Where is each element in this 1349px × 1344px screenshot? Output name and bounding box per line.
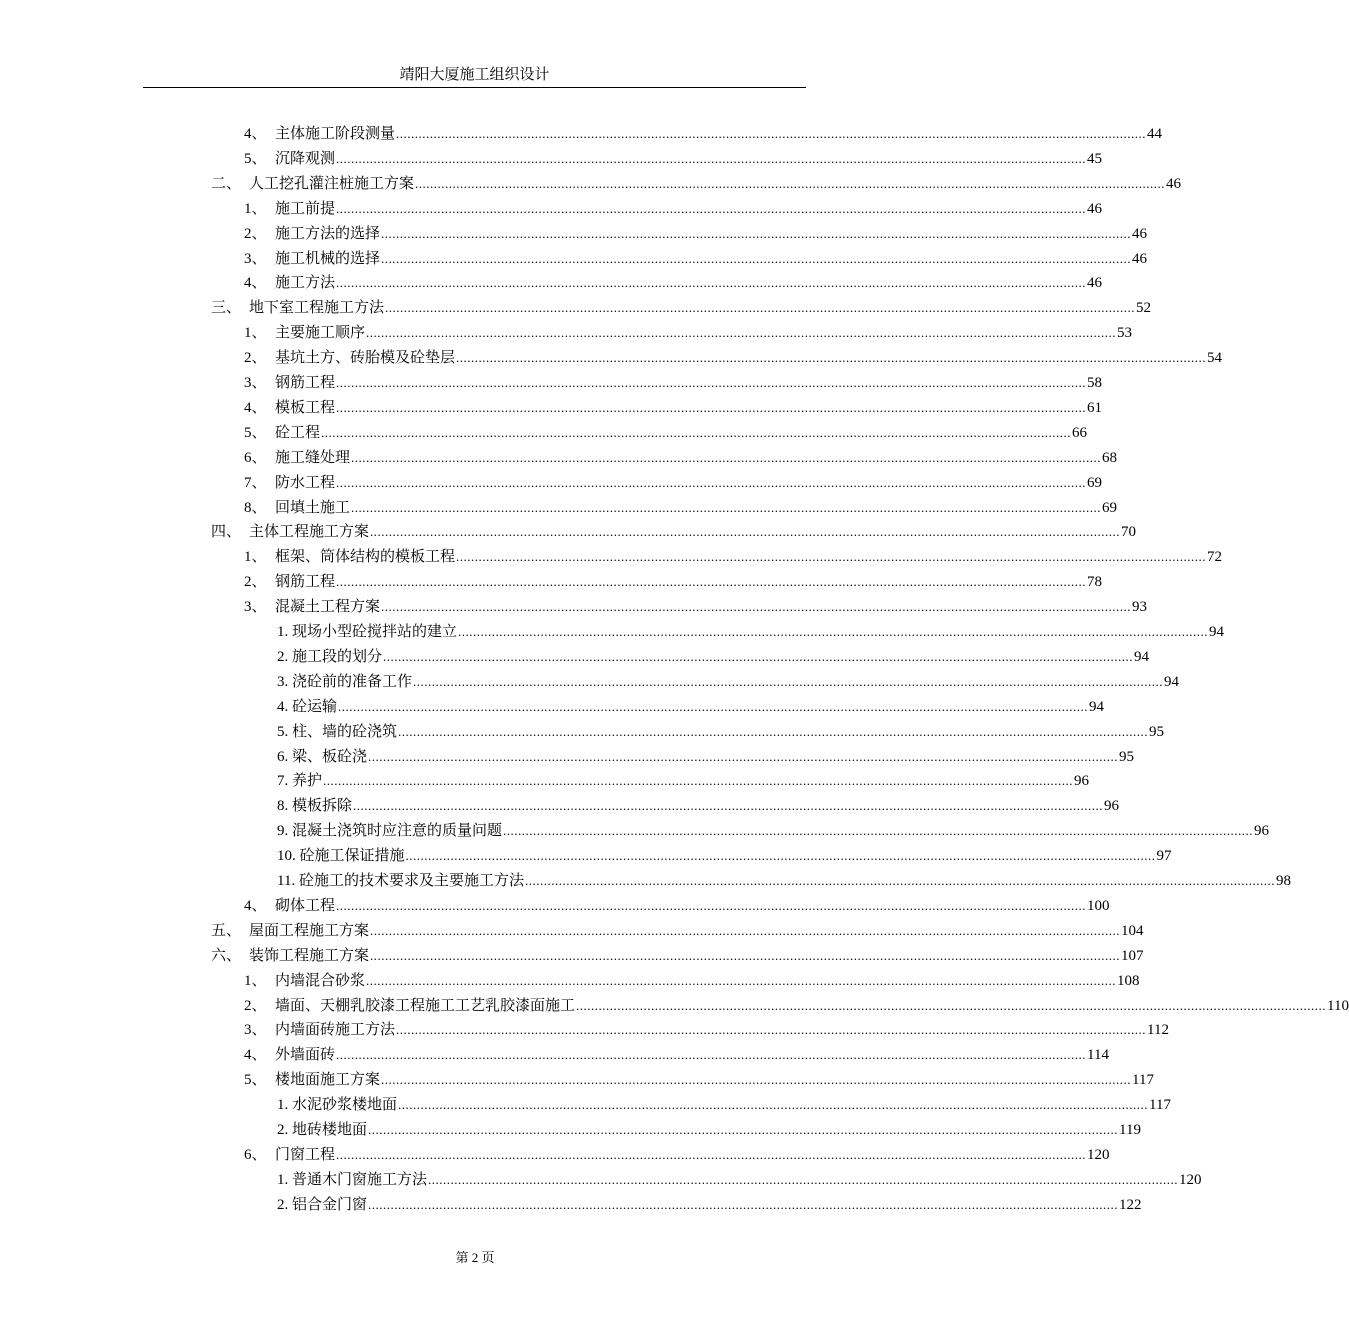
- toc-leader-dots: ........................................................................................................................................................................................................: [368, 748, 1119, 764]
- toc-entry-number: 6、: [244, 449, 267, 466]
- toc-entry-label: [211, 522, 369, 542]
- page-header: [143, 66, 806, 88]
- toc-entry-text: 内墙面砖施工方法: [275, 1022, 396, 1039]
- toc-entry-text: 主要施工顺序: [275, 325, 366, 342]
- toc-entry-number: 5、: [244, 424, 267, 441]
- toc-leader-dots: ........................................................................................................................................................................................................: [503, 823, 1254, 839]
- toc-entry-label: [277, 622, 457, 642]
- toc-entry-label: [244, 199, 335, 219]
- toc-entry-number: 四、: [211, 524, 242, 541]
- toc-entry-label: [244, 896, 335, 916]
- document-title: 靖阳大厦施工组织设计: [399, 67, 550, 83]
- toc-entry[interactable]: [277, 821, 1270, 841]
- toc-entry[interactable]: [244, 498, 1118, 518]
- page-footer: [0, 1247, 950, 1266]
- toc-page-number: 70: [1121, 524, 1137, 541]
- toc-entry-label: [244, 124, 395, 144]
- toc-entry-text: 主体施工阶段测量: [275, 126, 396, 142]
- toc-entry-text: 8. 模板拆除: [277, 798, 353, 815]
- toc-leader-dots: ........................................................................................................................................................................................................: [396, 1022, 1147, 1038]
- toc-page-number: 66: [1072, 424, 1088, 441]
- toc-page-number: 120: [1179, 1171, 1202, 1188]
- toc-page-number: 114: [1087, 1047, 1109, 1064]
- toc-entry-text: 地下室工程施工方法: [249, 300, 385, 317]
- toc-entry-label: [211, 174, 414, 194]
- toc-entry-number: 4、: [244, 126, 267, 142]
- toc-entry-label: [244, 473, 335, 493]
- toc-leader-dots: ........................................................................................................................................................................................................: [370, 922, 1121, 938]
- toc-entry-label: [277, 871, 524, 891]
- toc-entry-label: [244, 398, 335, 418]
- toc-leader-dots: ........................................................................................................................................................................................................: [368, 1122, 1119, 1137]
- toc-entry-number: 4、: [244, 275, 267, 292]
- toc-entry-text: 钢筋工程: [275, 375, 336, 391]
- toc-entry-label: [211, 946, 369, 966]
- toc-leader-dots: ........................................................................................................................................................................................................: [458, 624, 1209, 639]
- toc-entry-label: [277, 697, 337, 717]
- toc-entry-text: 回填土施工: [275, 499, 351, 516]
- toc-entry-number: 1、: [244, 972, 267, 989]
- toc-entry-label: [211, 298, 384, 318]
- toc-entry[interactable]: [244, 373, 1103, 393]
- toc-entry-text: 砌体工程: [275, 897, 336, 914]
- toc-leader-dots: ........................................................................................................................................................................................................: [405, 848, 1156, 864]
- toc-leader-dots: ........................................................................................................................................................................................................: [338, 698, 1089, 714]
- toc-entry-label: [277, 1170, 427, 1190]
- toc-entry[interactable]: [244, 971, 1140, 991]
- toc-entry-text: 施工方法的选择: [275, 225, 381, 242]
- toc-entry-label: [277, 747, 367, 767]
- toc-entry-text: 1. 普通木门窗施工方法: [277, 1171, 428, 1188]
- toc-entry-number: 5、: [244, 1072, 267, 1089]
- toc-entry-text: 防水工程: [275, 474, 336, 491]
- toc-entry[interactable]: [211, 522, 1137, 542]
- toc-entry-text: 钢筋工程: [275, 574, 336, 591]
- toc-entry-label: [244, 1145, 335, 1165]
- toc-page-number: 98: [1275, 873, 1291, 889]
- toc-entry-text: 墙面、天棚乳胶漆工程施工工艺乳胶漆面施工: [275, 997, 576, 1014]
- toc-entry-text: 3. 浇砼前的准备工作: [277, 673, 413, 690]
- toc-leader-dots: ........................................................................................................................................................................................................: [336, 474, 1087, 490]
- toc-entry-label: [244, 273, 335, 293]
- toc-entry-label: [211, 921, 369, 941]
- toc-entry-label: [277, 647, 382, 667]
- toc-entry-text: 9. 混凝土浇筑时应注意的质量问题: [277, 823, 503, 840]
- toc-page-number: 110: [1327, 997, 1349, 1014]
- toc-page-number: 94: [1164, 673, 1180, 690]
- toc-entry[interactable]: [244, 896, 1110, 916]
- toc-leader-dots: ........................................................................................................................................................................................................: [336, 375, 1087, 390]
- toc-page-number: 53: [1117, 325, 1133, 342]
- toc-entry[interactable]: [277, 1170, 1202, 1190]
- toc-leader-dots: ........................................................................................................................................................................................................: [366, 325, 1117, 341]
- toc-leader-dots: ........................................................................................................................................................................................................: [383, 648, 1134, 664]
- toc-page-number: 46: [1132, 225, 1148, 242]
- toc-page-number: 44: [1147, 126, 1163, 142]
- toc-leader-dots: ........................................................................................................................................................................................................: [336, 574, 1087, 590]
- toc-entry-text: 施工方法: [275, 275, 336, 292]
- toc-entry-label: [244, 373, 335, 393]
- toc-leader-dots: ........................................................................................................................................................................................................: [351, 449, 1102, 465]
- toc-entry-label: [244, 498, 350, 518]
- toc-entry-label: [244, 547, 455, 567]
- toc-entry-text: 2. 施工段的划分: [277, 648, 383, 665]
- toc-entry-text: 10. 砼施工保证措施: [277, 848, 405, 865]
- toc-leader-dots: ........................................................................................................................................................................................................: [323, 773, 1074, 789]
- toc-page-number: 108: [1117, 972, 1140, 989]
- toc-entry-text: 11. 砼施工的技术要求及主要施工方法: [277, 873, 524, 889]
- toc-entry-text: 屋面工程施工方案: [249, 922, 370, 939]
- toc-entry-label: [244, 149, 335, 169]
- toc-page-number: 107: [1121, 947, 1144, 964]
- toc-leader-dots: ........................................................................................................................................................................................................: [381, 250, 1132, 266]
- toc-entry[interactable]: [277, 771, 1090, 791]
- toc-entry-label: [277, 1095, 397, 1115]
- toc-entry-number: 4、: [244, 399, 267, 416]
- toc-page-number: 120: [1087, 1146, 1110, 1163]
- toc-entry-text: 内墙混合砂浆: [275, 972, 366, 989]
- toc-entry-number: 3、: [244, 599, 267, 616]
- toc-entry[interactable]: [244, 273, 1103, 293]
- toc-entry-label: [277, 1195, 367, 1215]
- toc-entry-text: 施工机械的选择: [275, 250, 381, 267]
- toc-entry[interactable]: [244, 1070, 1154, 1090]
- toc-leader-dots: ........................................................................................................................................................................................................: [366, 972, 1117, 988]
- toc-entry-text: 外墙面砖: [275, 1047, 336, 1064]
- toc-page-number: 96: [1254, 823, 1270, 840]
- toc-entry-label: [244, 323, 365, 343]
- toc-entry[interactable]: [244, 1045, 1109, 1065]
- toc-leader-dots: ........................................................................................................................................................................................................: [336, 200, 1087, 216]
- toc-entry-number: 2、: [244, 225, 267, 242]
- toc-leader-dots: ........................................................................................................................................................................................................: [398, 723, 1149, 739]
- toc-entry[interactable]: [244, 124, 1163, 144]
- toc-page-number: 93: [1132, 599, 1148, 616]
- toc-entry-number: 8、: [244, 499, 267, 516]
- toc-entry-label: [277, 821, 502, 841]
- toc-entry[interactable]: [244, 448, 1118, 468]
- toc-entry-label: [277, 771, 322, 791]
- toc-entry[interactable]: [244, 149, 1103, 169]
- toc-entry-number: 3、: [244, 250, 267, 267]
- toc-entry-label: [277, 722, 397, 742]
- toc-entry[interactable]: [211, 921, 1144, 941]
- toc-leader-dots: ........................................................................................................................................................................................................: [381, 1072, 1132, 1088]
- toc-entry-text: 框架、筒体结构的模板工程: [275, 549, 456, 566]
- toc-entry-text: 7. 养护: [277, 773, 323, 790]
- toc-entry[interactable]: [244, 1020, 1169, 1040]
- toc-page-number: 58: [1087, 375, 1103, 391]
- toc-entry[interactable]: [277, 672, 1180, 692]
- toc-entry[interactable]: [244, 473, 1103, 493]
- toc-entry-text: 门窗工程: [275, 1146, 336, 1163]
- toc-page-number: 46: [1087, 275, 1103, 292]
- toc-entry[interactable]: [244, 348, 1223, 368]
- toc-entry[interactable]: [244, 1145, 1110, 1165]
- toc-entry-number: 3、: [244, 1022, 267, 1039]
- toc-page-number: 46: [1087, 200, 1103, 217]
- toc-entry-text: 主体工程施工方案: [249, 524, 370, 541]
- toc-page-number: 61: [1087, 399, 1103, 416]
- toc-page-number: 95: [1119, 748, 1135, 765]
- toc-entry[interactable]: [244, 597, 1148, 617]
- toc-entry-text: 施工前提: [275, 200, 336, 217]
- toc-leader-dots: ........................................................................................................................................................................................................: [351, 499, 1102, 515]
- toc-entry[interactable]: [277, 1120, 1141, 1140]
- toc-entry[interactable]: [244, 996, 1349, 1016]
- toc-leader-dots: ........................................................................................................................................................................................................: [321, 424, 1072, 440]
- toc-entry-text: 2. 地砖楼地面: [277, 1122, 368, 1138]
- toc-entry-number: 2、: [244, 574, 267, 591]
- toc-entry[interactable]: [277, 747, 1135, 767]
- toc-page-number: 112: [1147, 1022, 1169, 1039]
- toc-entry-label: [244, 572, 335, 592]
- toc-entry-text: 施工缝处理: [275, 449, 351, 466]
- toc-page-number: 95: [1149, 723, 1165, 740]
- toc-leader-dots: ........................................................................................................................................................................................................: [336, 275, 1087, 291]
- toc-entry-number: 5、: [244, 150, 267, 167]
- toc-leader-dots: ........................................................................................................................................................................................................: [370, 524, 1121, 540]
- toc-entry-number: 7、: [244, 474, 267, 491]
- toc-leader-dots: ........................................................................................................................................................................................................: [370, 947, 1121, 963]
- toc-leader-dots: ........................................................................................................................................................................................................: [413, 673, 1164, 689]
- toc-entry-number: 4、: [244, 897, 267, 914]
- toc-entry-number: 6、: [244, 1146, 267, 1163]
- toc-entry-label: [244, 1020, 395, 1040]
- toc-page-number: 97: [1156, 848, 1172, 865]
- page-number: 第 2 页: [455, 1250, 495, 1265]
- toc-leader-dots: ........................................................................................................................................................................................................: [336, 897, 1087, 913]
- toc-entry-label: [244, 448, 350, 468]
- toc-entry[interactable]: [244, 249, 1148, 269]
- toc-leader-dots: ........................................................................................................................................................................................................: [428, 1171, 1179, 1187]
- toc-entry[interactable]: [211, 298, 1152, 318]
- toc-leader-dots: ........................................................................................................................................................................................................: [524, 873, 1275, 888]
- toc-entry-text: 砼工程: [275, 424, 321, 441]
- toc-entry[interactable]: [277, 647, 1150, 667]
- toc-entry-number: 2、: [244, 350, 267, 367]
- toc-entry[interactable]: [277, 697, 1105, 717]
- toc-leader-dots: ........................................................................................................................................................................................................: [456, 549, 1207, 565]
- toc-entry-number: 六、: [211, 947, 242, 964]
- toc-page-number: 45: [1087, 150, 1103, 167]
- toc-entry-label: [277, 1120, 367, 1140]
- toc-page-number: 78: [1087, 574, 1103, 591]
- toc-leader-dots: ........................................................................................................................................................................................................: [385, 300, 1136, 316]
- toc-entry[interactable]: [277, 622, 1225, 642]
- toc-entry-number: 4、: [244, 1047, 267, 1064]
- toc-entry-label: [244, 348, 455, 368]
- toc-leader-dots: ........................................................................................................................................................................................................: [381, 599, 1132, 615]
- toc-entry[interactable]: [211, 946, 1144, 966]
- toc-leader-dots: ........................................................................................................................................................................................................: [415, 175, 1166, 191]
- toc-page-number: 100: [1087, 897, 1110, 914]
- toc-entry-label: [277, 846, 405, 866]
- toc-entry[interactable]: [277, 846, 1172, 866]
- toc-entry[interactable]: [211, 174, 1182, 194]
- toc-page-number: 122: [1119, 1196, 1142, 1213]
- toc-entry-label: [277, 796, 352, 816]
- toc-leader-dots: ........................................................................................................................................................................................................: [336, 1146, 1087, 1162]
- toc-entry-text: 5. 柱、墙的砼浇筑: [277, 723, 398, 740]
- toc-leader-dots: ........................................................................................................................................................................................................: [456, 350, 1207, 366]
- toc-page-number: 54: [1207, 350, 1223, 367]
- toc-entry-text: 1. 现场小型砼搅拌站的建立: [277, 624, 458, 640]
- toc-leader-dots: ........................................................................................................................................................................................................: [576, 997, 1327, 1013]
- toc-leader-dots: ........................................................................................................................................................................................................: [396, 126, 1147, 141]
- toc-page-number: 96: [1104, 798, 1120, 815]
- toc-entry[interactable]: [244, 547, 1223, 567]
- toc-entry[interactable]: [277, 1095, 1171, 1115]
- toc-entry-label: [244, 996, 575, 1016]
- toc-entry[interactable]: [277, 796, 1120, 816]
- toc-entry-text: 装饰工程施工方案: [249, 947, 370, 964]
- toc-entry-label: [244, 597, 380, 617]
- toc-entry-text: 6. 梁、板砼浇: [277, 748, 368, 765]
- toc-page-number: 69: [1102, 499, 1118, 516]
- toc-entry-label: [244, 1045, 335, 1065]
- toc-page-number: 117: [1132, 1072, 1154, 1089]
- toc-entry-label: [244, 423, 320, 443]
- toc-page-number: 119: [1119, 1122, 1141, 1138]
- toc-entry-number: 五、: [211, 922, 242, 939]
- toc-entry[interactable]: [277, 722, 1165, 742]
- toc-entry-text: 2. 铝合金门窗: [277, 1196, 368, 1213]
- toc-entry-text: 4. 砼运输: [277, 698, 338, 715]
- toc-page-number: 72: [1207, 549, 1223, 566]
- toc-page-number: 117: [1149, 1097, 1171, 1114]
- toc-entry-label: [244, 971, 365, 991]
- toc-leader-dots: ........................................................................................................................................................................................................: [368, 1196, 1119, 1212]
- toc-leader-dots: ........................................................................................................................................................................................................: [336, 150, 1087, 166]
- toc-entry-text: 1. 水泥砂浆楼地面: [277, 1097, 398, 1114]
- toc-entry-text: 混凝土工程方案: [275, 599, 381, 616]
- toc-entry-number: 1、: [244, 325, 267, 342]
- toc-entry[interactable]: [244, 423, 1088, 443]
- toc-entry[interactable]: [244, 323, 1133, 343]
- toc-entry-label: [244, 224, 380, 244]
- toc-entry-number: 三、: [211, 300, 242, 317]
- toc-entry-text: 模板工程: [275, 399, 336, 416]
- toc-entry-label: [244, 249, 380, 269]
- toc-entry-number: 3、: [244, 375, 267, 391]
- toc-page-number: 68: [1102, 449, 1118, 466]
- toc-entry[interactable]: [244, 398, 1103, 418]
- toc-entry-text: 沉降观测: [275, 150, 336, 167]
- toc-entry[interactable]: [244, 572, 1103, 592]
- toc-entry-text: 人工挖孔灌注桩施工方案: [249, 175, 415, 192]
- toc-entry[interactable]: [277, 1195, 1142, 1215]
- toc-entry-text: 基坑土方、砖胎模及砼垫层: [275, 350, 456, 367]
- toc-leader-dots: ........................................................................................................................................................................................................: [353, 798, 1104, 814]
- toc-page-number: 46: [1166, 175, 1182, 192]
- toc-leader-dots: ........................................................................................................................................................................................................: [381, 225, 1132, 241]
- toc-entry-number: 1、: [244, 549, 267, 566]
- toc-entry-text: 楼地面施工方案: [275, 1072, 381, 1089]
- toc-entry-number: 二、: [211, 175, 242, 192]
- toc-entry-label: [277, 672, 412, 692]
- toc-entry[interactable]: [244, 199, 1103, 219]
- toc-page-number: 94: [1089, 698, 1105, 715]
- toc-page-number: 96: [1074, 773, 1090, 790]
- toc-leader-dots: ........................................................................................................................................................................................................: [336, 1047, 1087, 1063]
- toc-entry[interactable]: [244, 224, 1148, 244]
- toc-entry-number: 2、: [244, 997, 267, 1014]
- toc-page-number: 69: [1087, 474, 1103, 491]
- toc-entry[interactable]: [277, 871, 1291, 891]
- toc-page-number: 94: [1209, 624, 1225, 640]
- toc-entry-number: 1、: [244, 200, 267, 217]
- toc-page-number: 52: [1136, 300, 1152, 317]
- toc-page-number: 94: [1134, 648, 1150, 665]
- toc-page-number: 46: [1132, 250, 1148, 267]
- toc-leader-dots: ........................................................................................................................................................................................................: [398, 1097, 1149, 1113]
- toc-leader-dots: ........................................................................................................................................................................................................: [336, 399, 1087, 415]
- toc-page-number: 104: [1121, 922, 1144, 939]
- toc-entry-label: [244, 1070, 380, 1090]
